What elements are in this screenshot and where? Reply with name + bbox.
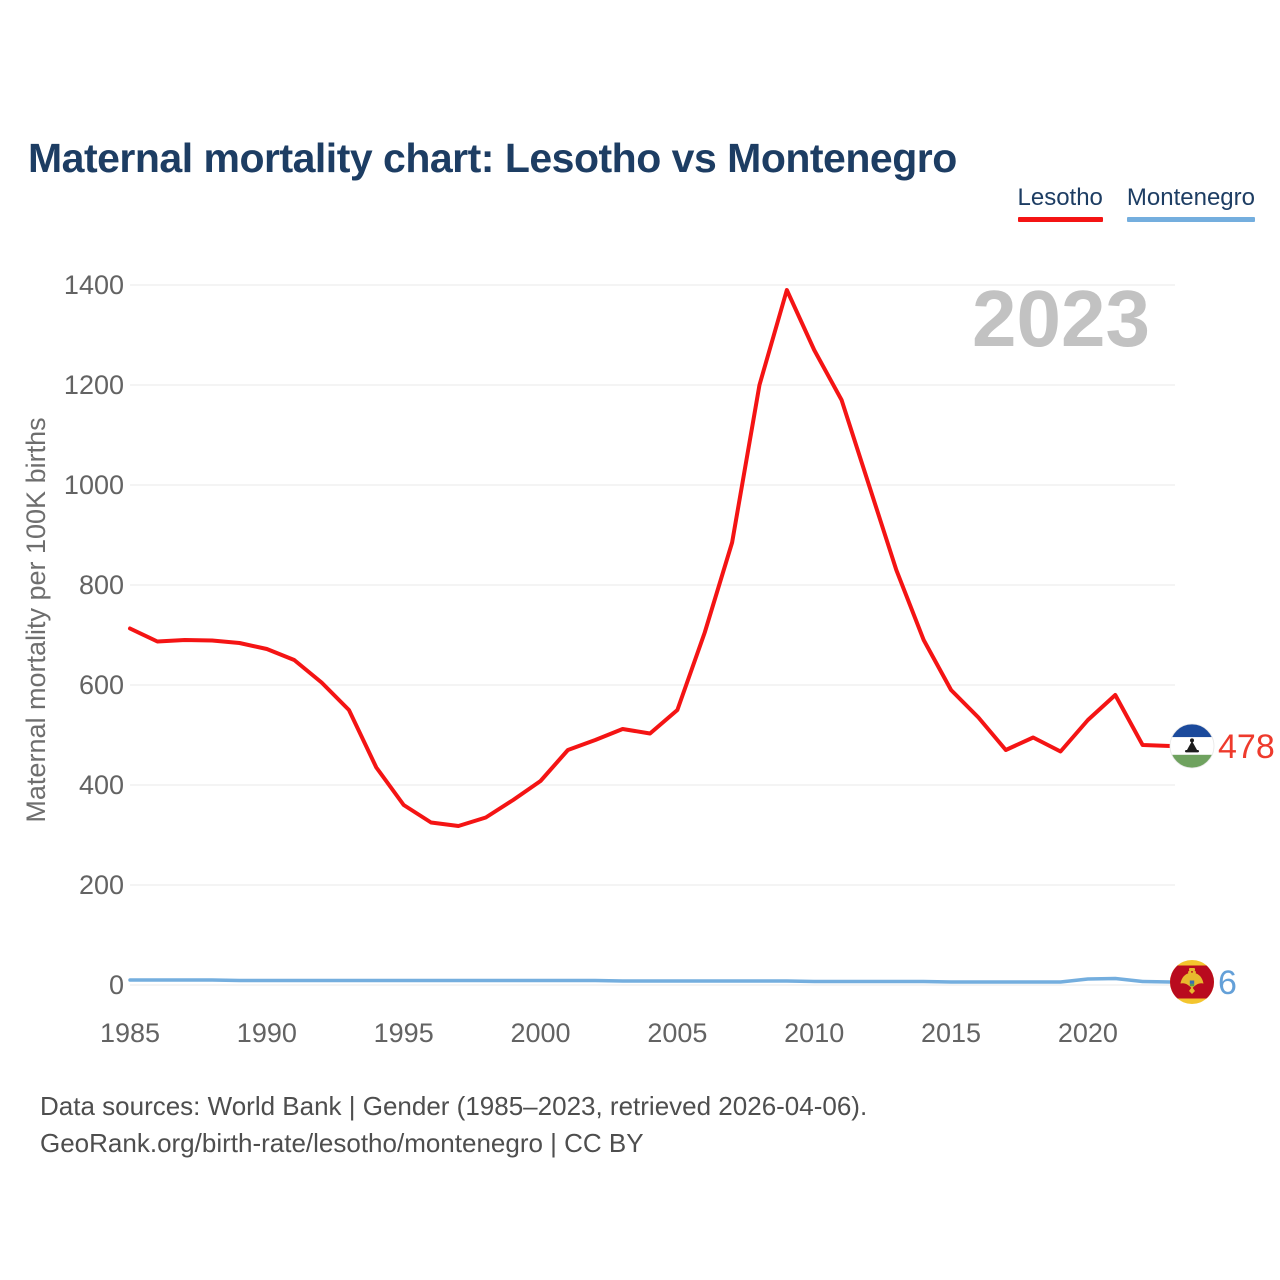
x-tick-label: 1985 bbox=[99, 1018, 161, 1048]
lesotho-hat-brim bbox=[1185, 750, 1199, 752]
x-tick-label: 1995 bbox=[373, 1018, 434, 1048]
x-tick-label: 2020 bbox=[1057, 1018, 1118, 1048]
y-tick-label: 200 bbox=[78, 870, 124, 900]
y-tick-label: 1200 bbox=[63, 370, 124, 400]
y-tick-label: 600 bbox=[78, 670, 124, 700]
montenegro-shield-blue bbox=[1190, 981, 1194, 984]
grid-and-ticks bbox=[64, 270, 1175, 1048]
data-sources-line: Data sources: World Bank | Gender (1985–2023, retrieved 2026-04-06). bbox=[40, 1091, 868, 1121]
year-watermark: 2023 bbox=[972, 274, 1150, 363]
x-tick-label: 2000 bbox=[510, 1018, 571, 1048]
x-tick-label: 2010 bbox=[784, 1018, 845, 1048]
attribution-line: GeoRank.org/birth-rate/lesotho/montenegro | CC BY bbox=[40, 1128, 644, 1158]
montenegro-line bbox=[130, 979, 1170, 983]
y-tick-label: 1400 bbox=[63, 270, 124, 300]
x-tick-label: 2005 bbox=[647, 1018, 708, 1048]
x-tick-label: 2015 bbox=[921, 1018, 982, 1048]
y-axis-title: Maternal mortality per 100K births bbox=[21, 417, 51, 823]
lesotho-line bbox=[130, 290, 1170, 826]
y-tick-label: 0 bbox=[108, 970, 124, 1000]
y-tick-label: 400 bbox=[78, 770, 124, 800]
lesotho-flag-icon bbox=[1170, 724, 1214, 768]
montenegro-end-value: 6 bbox=[1218, 964, 1237, 1002]
y-tick-label: 800 bbox=[78, 570, 124, 600]
legend-label-lesotho: Lesotho bbox=[1017, 184, 1103, 211]
chart-footer bbox=[40, 1088, 1240, 1162]
x-tick-label: 1990 bbox=[236, 1018, 297, 1048]
page-title: Maternal mortality chart: Lesotho vs Montenegro bbox=[28, 135, 957, 182]
montenegro-flag-icon bbox=[1170, 960, 1214, 1004]
series-lines bbox=[130, 290, 1170, 982]
lesotho-end-value: 478 bbox=[1218, 728, 1275, 766]
y-tick-label: 1000 bbox=[63, 470, 124, 500]
montenegro-shield-green bbox=[1190, 984, 1194, 986]
legend-label-montenegro: Montenegro bbox=[1126, 184, 1255, 211]
